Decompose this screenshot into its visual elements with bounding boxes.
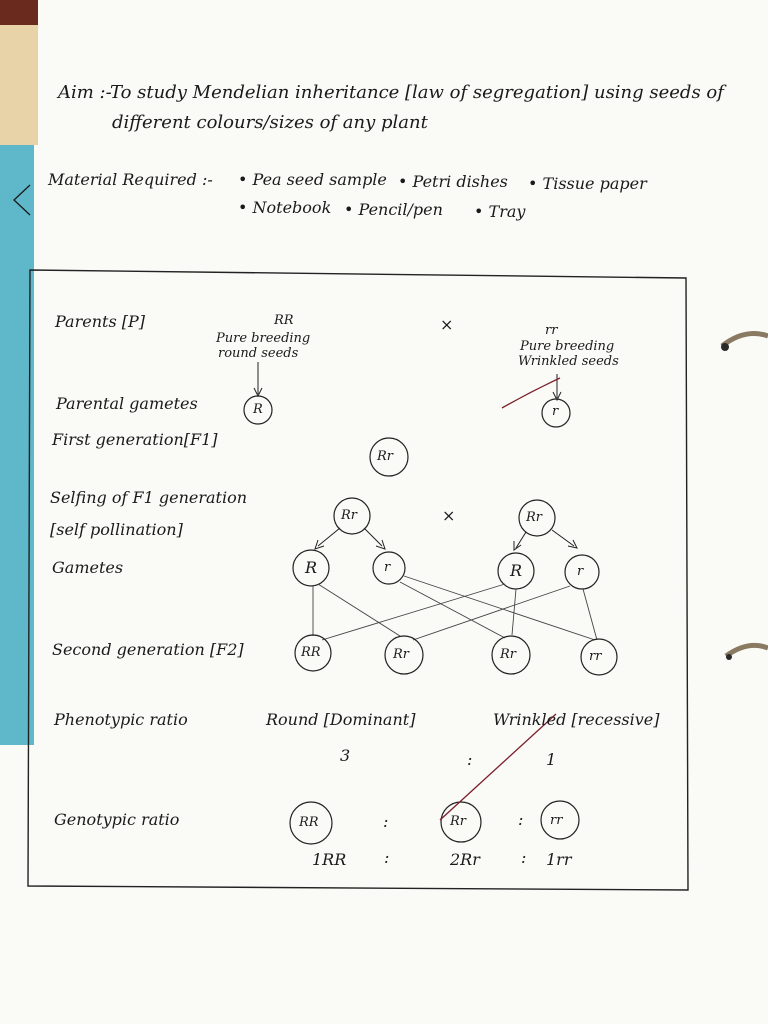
gamete-1: R (305, 558, 318, 577)
aim-label: Aim :- (58, 82, 112, 103)
parent2-desc-2: Wrinkled seeds (518, 354, 619, 369)
material-pencil-pen: • Pencil/pen (344, 200, 443, 219)
genotypic-count-2: 2Rr (450, 850, 480, 869)
phenotype-separator: : (467, 750, 473, 769)
parents-cross-symbol: × (440, 315, 454, 334)
binder-ring-2 (726, 645, 768, 660)
genotypic-separator-4: : (521, 848, 527, 867)
gamete-4: r (577, 564, 584, 579)
selfing-genotype-2: Rr (526, 510, 543, 525)
parental-gamete-1: R (253, 402, 263, 417)
genotypic-circle-label-2: Rr (450, 814, 467, 829)
genotypic-circle-label-3: rr (550, 813, 563, 828)
materials-label: Material Required :- (48, 170, 213, 189)
material-tissue-paper: • Tissue paper (528, 174, 647, 193)
strike-mark-ratio (440, 714, 556, 820)
label-f2: Second generation [F2] (52, 640, 244, 659)
aim-line-2: different colours/sizes of any plant (112, 112, 428, 133)
genotypic-separator-2: : (518, 810, 524, 829)
label-genotypic-ratio: Genotypic ratio (54, 810, 180, 829)
genotypic-separator-1: : (383, 812, 389, 831)
gamete-2: r (384, 560, 391, 575)
material-pea-seed: • Pea seed sample (238, 170, 387, 189)
label-selfing-1: Selfing of F1 generation (50, 488, 248, 507)
parent1-desc-1: Pure breeding (216, 331, 311, 346)
parent2-desc-1: Pure breeding (520, 339, 615, 354)
gamete-3: R (510, 561, 523, 580)
label-f1: First generation[F1] (52, 430, 218, 449)
genotypic-separator-3: : (384, 848, 390, 867)
f2-genotype-1: RR (301, 645, 321, 660)
phenotype-round-count: 3 (340, 746, 351, 765)
material-petri-dishes: • Petri dishes (398, 172, 508, 191)
phenotype-round: Round [Dominant] (266, 710, 416, 729)
genotypic-count-1: 1RR (312, 850, 347, 869)
label-parental-gametes: Parental gametes (56, 394, 198, 413)
aim-line-1: To study Mendelian inheritance [law of segregation] using seeds of (110, 82, 724, 103)
label-phenotypic-ratio: Phenotypic ratio (54, 710, 188, 729)
parent1-genotype: RR (274, 313, 294, 328)
parental-gamete-2: r (552, 404, 559, 419)
f2-genotype-3: Rr (500, 647, 517, 662)
phenotype-wrinkled-count: 1 (546, 750, 557, 769)
label-selfing-2: [self pollination] (50, 520, 183, 539)
genotypic-count-3: 1rr (546, 850, 572, 869)
parent2-genotype: rr (545, 323, 558, 338)
material-tray: • Tray (474, 202, 526, 221)
selfing-genotype-1: Rr (341, 508, 358, 523)
f1-genotype: Rr (377, 449, 394, 464)
binder-ring-1 (721, 334, 768, 351)
selfing-cross-symbol: × (442, 506, 456, 525)
material-notebook: • Notebook (238, 198, 332, 217)
parent1-desc-2: round seeds (218, 346, 299, 361)
f2-genotype-4: rr (589, 649, 602, 664)
f2-genotype-2: Rr (393, 647, 410, 662)
phenotype-wrinkled: Wrinkled [recessive] (493, 710, 660, 729)
genotypic-circle-label-1: RR (299, 815, 319, 830)
label-parents: Parents [P] (55, 312, 145, 331)
label-gametes: Gametes (52, 558, 124, 577)
